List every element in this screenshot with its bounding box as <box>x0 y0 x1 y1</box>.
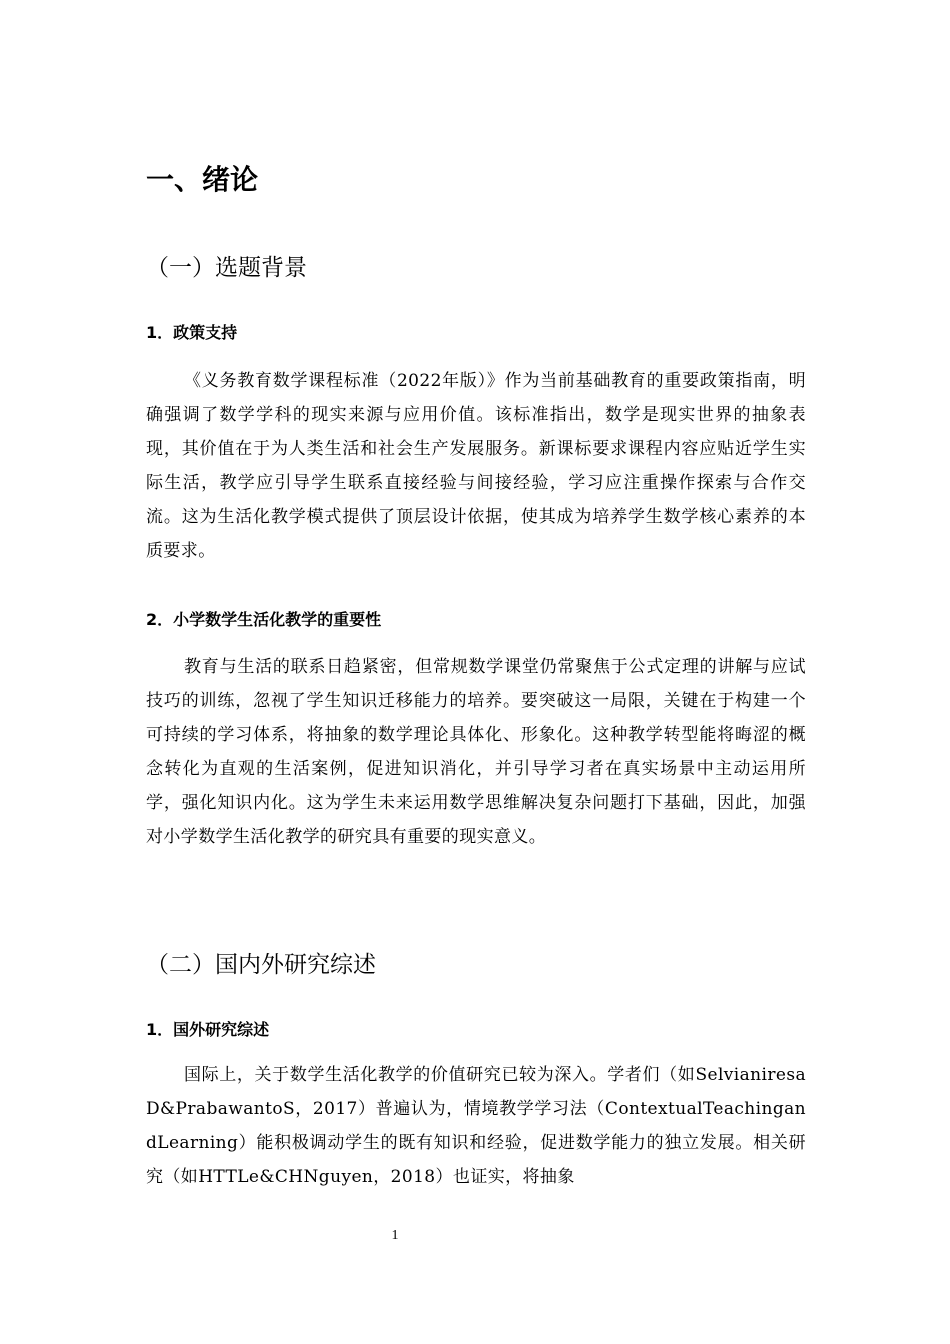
paragraph-policy: 《义务教育数学课程标准（2022年版）》作为当前基础教育的重要政策指南，明确强调了数学学科的现实来源与应用价值。该标准指出，数学是现实世界的抽象表现，其价值在于为人类生活和社会生产发展服务。新课标要求课程内容应贴近学生实际生活，教学应引导学生联系直接经验与间接经验，学习应注重操作探索与合作交流。这为生活化教学模式提供了顶层设计依据，使其成为培养学生数学核心素养的本质要求。 <box>146 371 806 561</box>
section-heading-background: （一）选题背景 <box>146 255 307 281</box>
subsection-heading-importance: 2．小学数学生活化教学的重要性 <box>146 610 382 629</box>
chapter-heading: 一、绪论 <box>146 163 259 196</box>
subsection-heading-foreign-review: 1．国外研究综述 <box>146 1020 270 1039</box>
paragraph-importance: 教育与生活的联系日趋紧密，但常规数学课堂仍常聚焦于公式定理的讲解与应试技巧的训练，忽视了学生知识迁移能力的培养。要突破这一局限，关键在于构建一个可持续的学习体系，将抽象的数学理论具体化、形象化。这种教学转型能将晦涩的概念转化为直观的生活案例，促进知识消化，并引导学习者在真实场景中主动运用所学，强化知识内化。这为学生未来运用数学思维解决复杂问题打下基础，因此，加强对小学数学生活化教学的研究具有重要的现实意义。 <box>146 657 806 847</box>
subsection-heading-policy: 1．政策支持 <box>146 323 238 342</box>
page-number: 1 <box>391 1228 399 1243</box>
section-heading-review: （二）国内外研究综述 <box>146 952 376 978</box>
paragraph-foreign-review: 国际上，关于数学生活化教学的价值研究已较为深入。学者们（如SelvianiresaD&PrabawantoS，2017）普遍认为，情境教学学习法（ContextualTeachingandLearning）能积极调动学生的既有知识和经验，促进数学能力的独立发展。相关研究（如HTTLe&CHNguyen，2018）也证实，将抽象 <box>146 1065 806 1187</box>
